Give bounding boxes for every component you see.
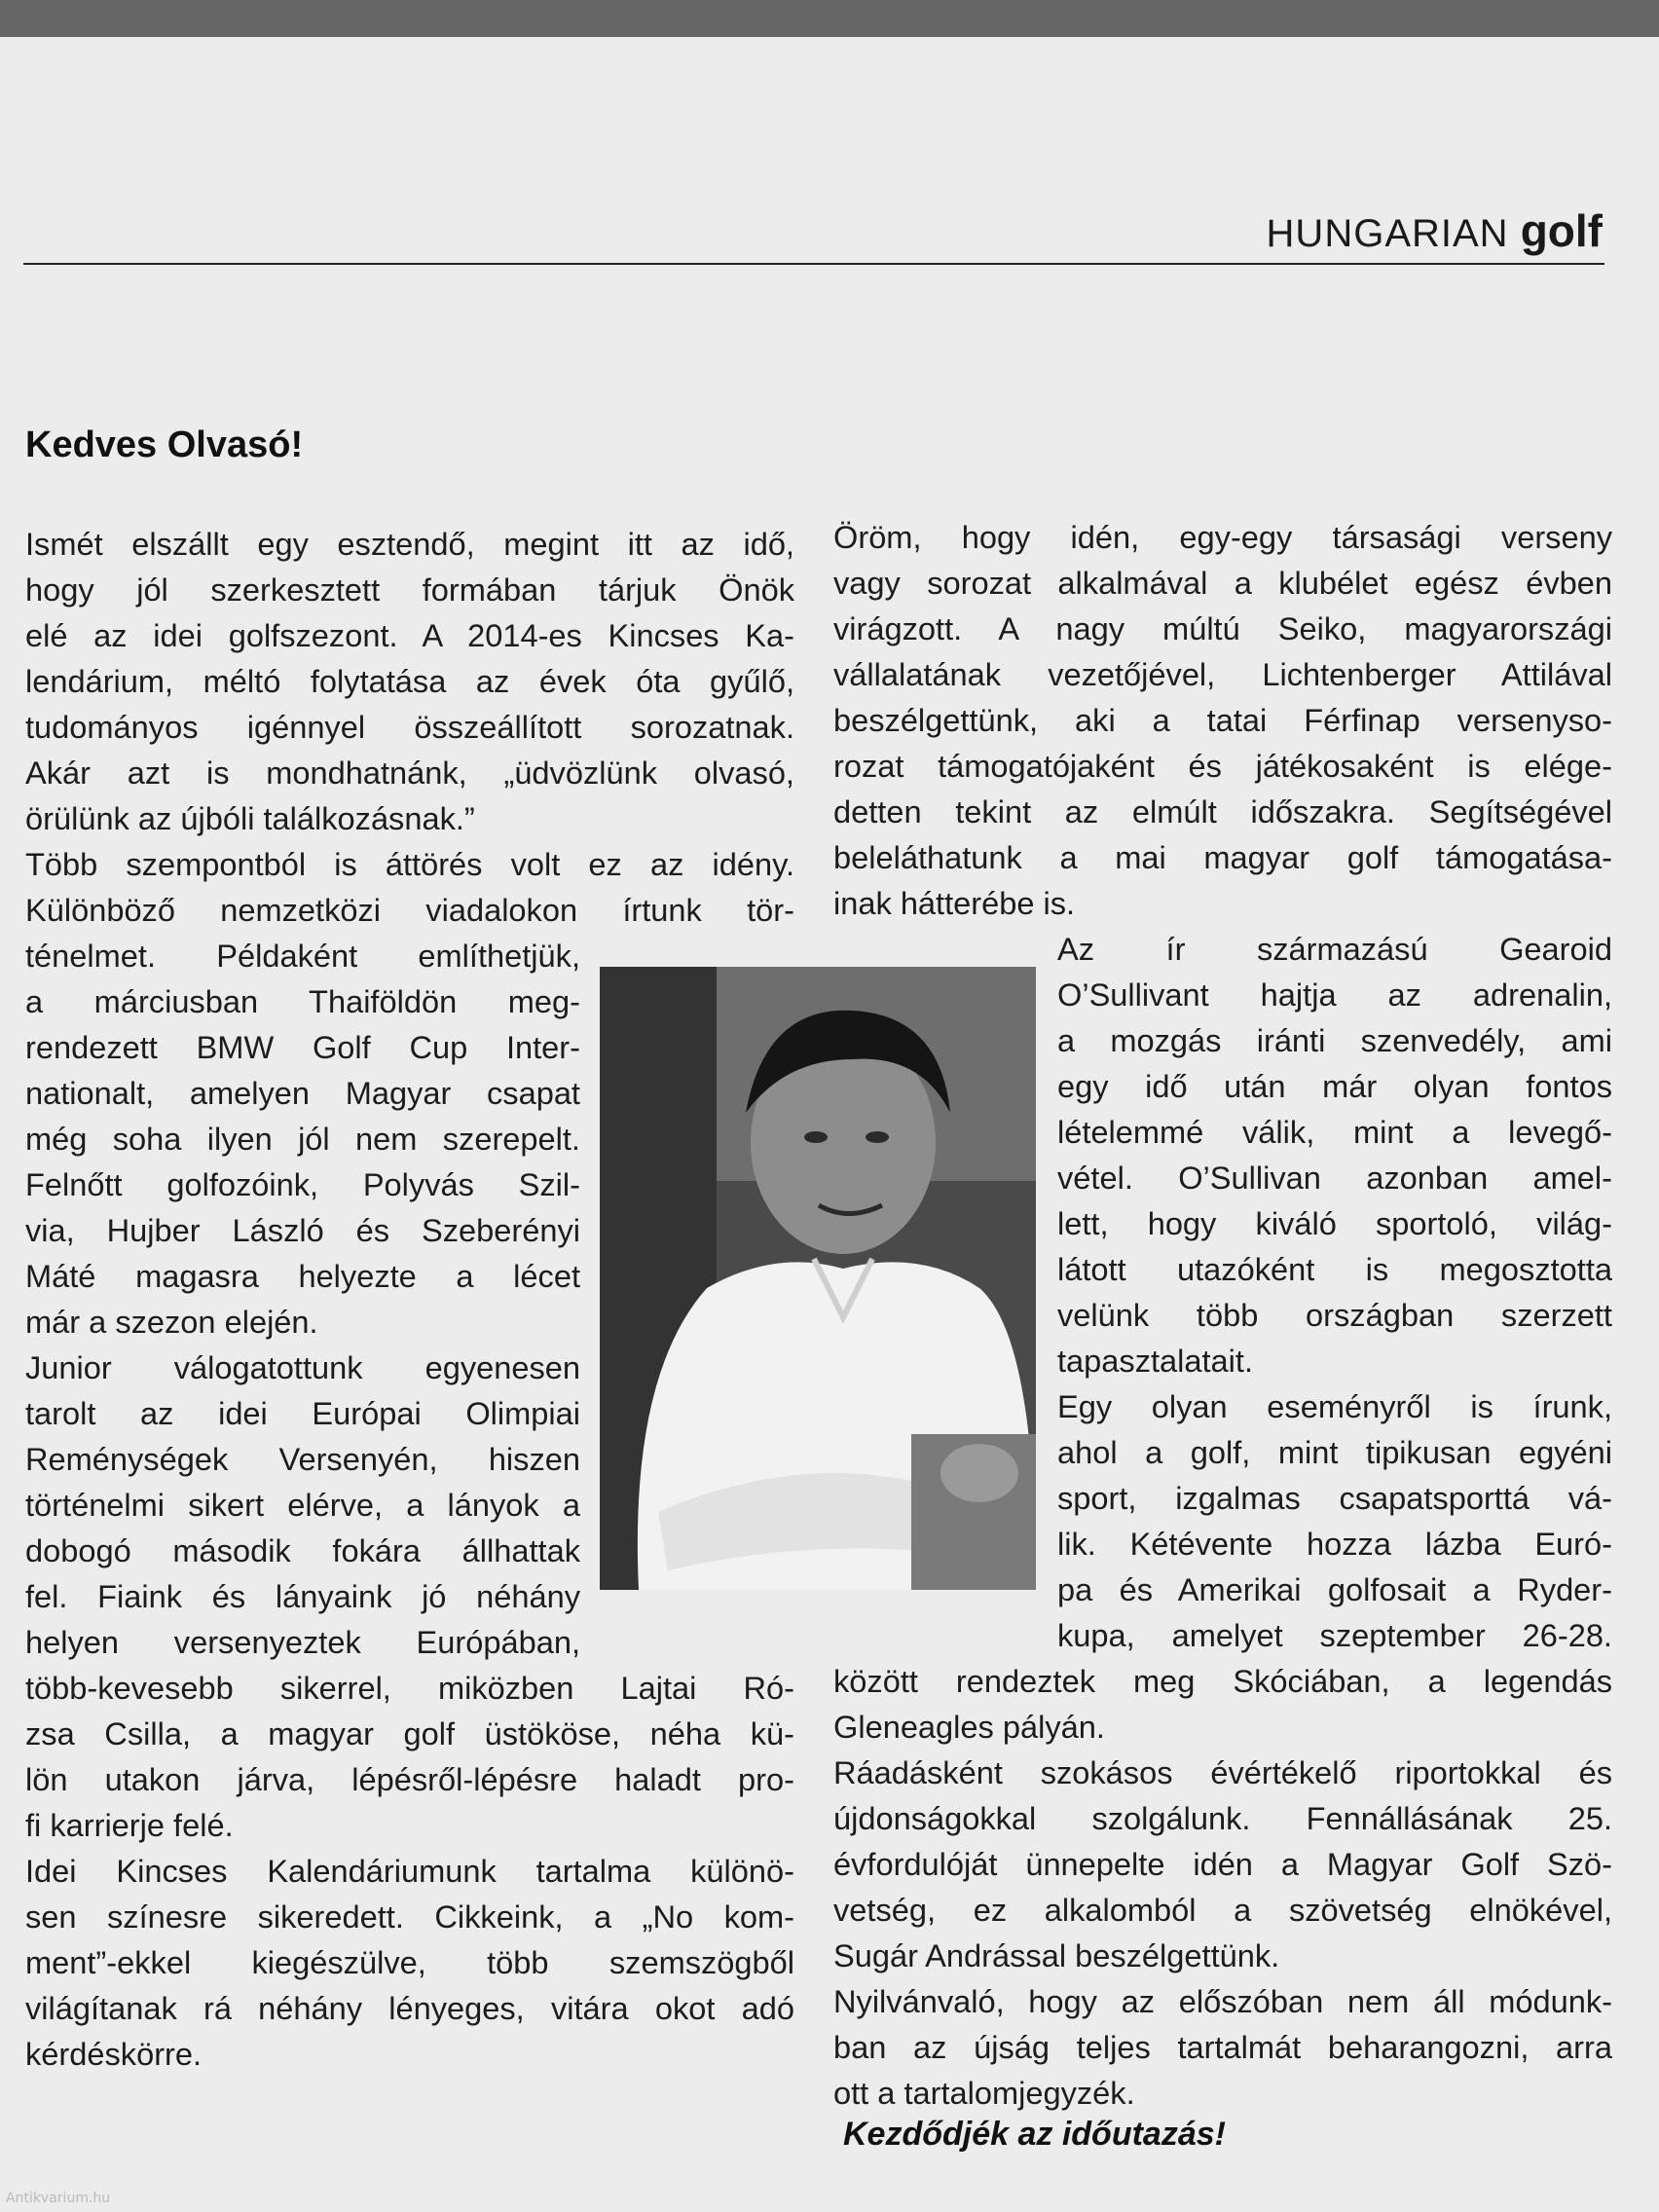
- text-line: nationalt, amelyen Magyar csapat: [25, 1075, 580, 1111]
- text-line: tudományos igénnyel összeállított sorozatnak.: [25, 709, 794, 745]
- brand-word: golf: [1520, 205, 1603, 256]
- text-line: virágzott. A nagy múltú Seiko, magyarországi: [833, 610, 1612, 646]
- text-line: örülünk az újbóli találkozásnak.”: [25, 800, 475, 836]
- text-line: beszélgettünk, aki a tatai Férfinap versenyso-: [833, 702, 1612, 738]
- magazine-brand: [1267, 204, 1603, 257]
- text-line: még soha ilyen jól nem szerepelt.: [25, 1121, 580, 1157]
- text-line: Akár azt is mondhatnánk, „üdvözlünk olvasó,: [25, 755, 794, 791]
- text-line: sen színesre sikeredett. Cikkeink, a „No kom-: [25, 1899, 794, 1935]
- text-line: kérdéskörre.: [25, 2036, 203, 2072]
- text-line: Ráadásként szokásos évértékelő riportokkal és: [833, 1754, 1612, 1790]
- text-line: Máté magasra helyezte a lécet: [25, 1258, 580, 1294]
- text-line: O’Sullivant hajtja az adrenalin,: [1057, 977, 1612, 1013]
- text-line: vállalatának vezetőjével, Lichtenberger Attilával: [833, 656, 1612, 692]
- text-line: egy idő után már olyan fontos: [1057, 1068, 1612, 1104]
- text-line: dobogó második fokára állhattak: [25, 1532, 580, 1568]
- text-line: rozat támogatójaként és játékosaként is elége-: [833, 748, 1612, 784]
- text-line: zsa Csilla, a magyar golf üstököse, néha kü-: [25, 1715, 794, 1751]
- text-line: évfordulóját ünnepelte idén a Magyar Golf Szö-: [833, 1846, 1612, 1882]
- text-line: ment”-ekkel kiegészülve, több szemszögből: [25, 1944, 794, 1980]
- text-line: történelmi sikert elérve, a lányok a: [25, 1487, 580, 1523]
- left-column: [25, 521, 794, 2077]
- text-line: között rendeztek meg Skóciában, a legendás: [833, 1663, 1612, 1699]
- text-line: ahol a golf, mint tipikusan egyéni: [1057, 1434, 1612, 1470]
- text-line: a márciusban Thaiföldön meg-: [25, 983, 580, 1019]
- text-line: inak hátterébe is.: [833, 885, 1076, 921]
- text-line: világítanak rá néhány lényeges, vitára okot adó: [25, 1990, 794, 2026]
- text-line: lön utakon járva, lépésről-lépésre haladt pro-: [25, 1761, 794, 1797]
- text-line: tapasztalatait.: [1057, 1343, 1254, 1379]
- text-line: Idei Kincses Kalendáriumunk tartalma különö-: [25, 1853, 794, 1889]
- text-line: kupa, amelyet szeptember 26-28.: [1057, 1617, 1612, 1653]
- brand-prefix: HUNGARIAN: [1266, 212, 1509, 255]
- text-line: ban az újság teljes tartalmát beharangozni, arra: [833, 2029, 1612, 2065]
- text-line: lik. Kétévente hozza lázba Euró-: [1057, 1526, 1612, 1562]
- header-rule: [23, 263, 1604, 265]
- text-line: via, Hujber László és Szeberényi: [25, 1212, 580, 1248]
- text-line: sport, izgalmas csapatsporttá vá-: [1057, 1480, 1612, 1516]
- text-line: helyen versenyeztek Európában,: [25, 1624, 580, 1660]
- text-line: Egy olyan eseményről is írunk,: [1057, 1388, 1612, 1424]
- text-line: ténelmet. Példaként említhetjük,: [25, 938, 580, 974]
- text-line: Reménységek Versenyén, hiszen: [25, 1441, 580, 1477]
- text-line: Gleneagles pályán.: [833, 1709, 1105, 1745]
- text-line: rendezett BMW Golf Cup Inter-: [25, 1029, 580, 1065]
- text-line: vétel. O’Sullivan azonban amel-: [1057, 1160, 1612, 1196]
- text-line: Ismét elszállt egy esztendő, megint itt az idő,: [25, 526, 794, 562]
- text-line: Öröm, hogy idén, egy-egy társasági verseny: [833, 519, 1612, 555]
- text-line: ott a tartalomjegyzék.: [833, 2075, 1135, 2111]
- text-line: elé az idei golfszezont. A 2014-es Kincses Ka-: [25, 617, 794, 653]
- text-line: hogy jól szerkesztett formában tárjuk Önök: [25, 571, 794, 608]
- text-line: lételemmé válik, mint a levegő-: [1057, 1114, 1612, 1150]
- text-line: tarolt az idei Európai Olimpiai: [25, 1395, 580, 1431]
- text-line: velünk több országban szerzett: [1057, 1297, 1612, 1333]
- page-title: Kedves Olvasó!: [25, 424, 304, 465]
- text-line: Több szempontból is áttörés volt ez az idény.: [25, 846, 794, 882]
- text-line: több-kevesebb sikerrel, miközben Lajtai Ró-: [25, 1670, 794, 1706]
- text-line: Felnőtt golfozóink, Polyvás Szil-: [25, 1166, 580, 1202]
- text-line: Nyilvánvaló, hogy az előszóban nem áll módunk-: [833, 1983, 1612, 2019]
- text-line: beleláthatunk a mai magyar golf támogatása-: [833, 839, 1612, 875]
- text-line: fel. Fiaink és lányaink jó néhány: [25, 1578, 580, 1614]
- text-line: pa és Amerikai golfosait a Ryder-: [1057, 1571, 1612, 1607]
- right-column: [833, 514, 1612, 2116]
- text-line: Az ír származású Gearoid: [1057, 931, 1612, 967]
- watermark: Antikvarium.hu: [6, 2191, 111, 2206]
- text-line: lett, hogy kiváló sportoló, világ-: [1057, 1205, 1612, 1241]
- text-line: vagy sorozat alkalmával a klubélet egész évben: [833, 565, 1612, 601]
- text-line: vetség, ez alkalomból a szövetség elnökével,: [833, 1892, 1612, 1928]
- text-line: fi karrierje felé.: [25, 1807, 234, 1843]
- page-edge-shadow: [0, 0, 1659, 37]
- text-line: Sugár Andrással beszélgettünk.: [833, 1937, 1280, 1973]
- text-line: detten tekint az elmúlt időszakra. Segítségével: [833, 793, 1612, 830]
- text-line: lendárium, méltó folytatása az évek óta gyűlő,: [25, 663, 794, 699]
- text-line: már a szezon elején.: [25, 1304, 318, 1340]
- text-line: újdonságokkal szolgálunk. Fennállásának 25.: [833, 1800, 1612, 1836]
- text-line: Különböző nemzetközi viadalokon írtunk tör-: [25, 892, 794, 928]
- text-line: látott utazóként is megosztotta: [1057, 1251, 1612, 1287]
- text-line: Junior válogatottunk egyenesen: [25, 1349, 580, 1385]
- signoff: Kezdődjék az időutazás!: [843, 2116, 1226, 2153]
- text-line: a mozgás iránti szenvedély, ami: [1057, 1022, 1612, 1058]
- magazine-page: [0, 37, 1659, 2212]
